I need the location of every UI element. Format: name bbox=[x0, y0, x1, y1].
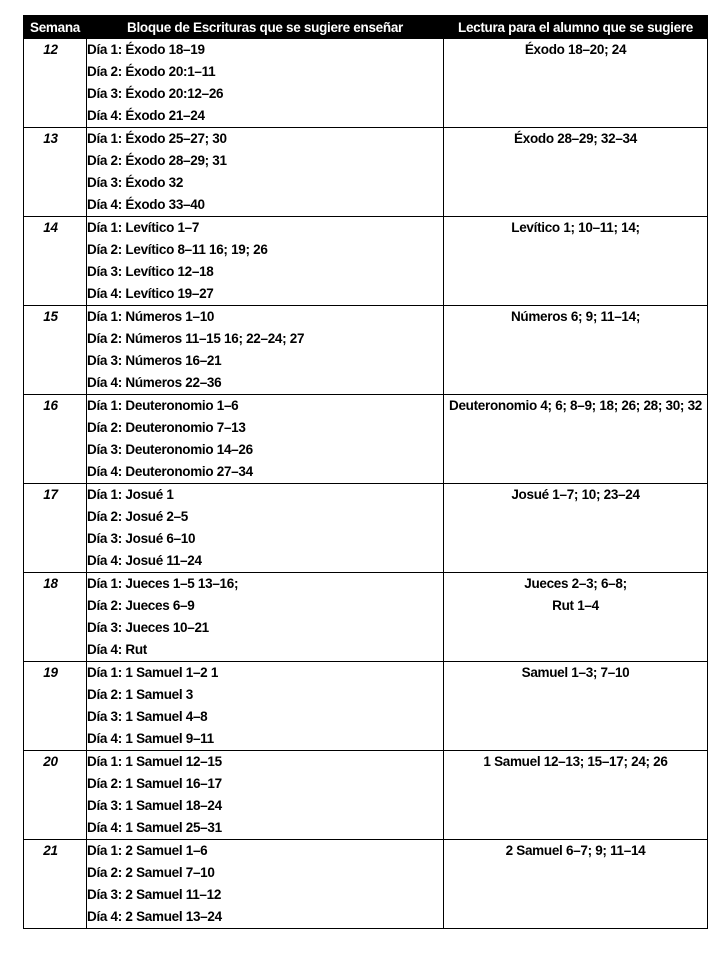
table-row bbox=[24, 128, 708, 217]
student-reading-cell bbox=[444, 573, 708, 662]
week-number: 15 bbox=[24, 306, 87, 395]
day-entry: Día 1: Éxodo 25–27; 30 bbox=[87, 131, 227, 146]
day-entry: Día 3: Josué 6–10 bbox=[87, 531, 196, 546]
day-entry: Día 1: 1 Samuel 1–2 1 bbox=[87, 665, 219, 680]
day-entry: Día 4: 1 Samuel 9–11 bbox=[87, 731, 214, 746]
day-entry: Día 3: 1 Samuel 18–24 bbox=[87, 798, 222, 813]
table-row bbox=[24, 662, 708, 751]
day-entry: Día 4: Josué 11–24 bbox=[87, 553, 202, 568]
week-number: 17 bbox=[24, 484, 87, 573]
day-entry: Día 1: Números 1–10 bbox=[87, 309, 215, 324]
day-entry: Día 1: Deuteronomio 1–6 bbox=[87, 398, 239, 413]
reading-entry: Éxodo 18–20; 24 bbox=[524, 42, 627, 57]
student-reading-cell bbox=[444, 306, 708, 395]
reading-entry: Levítico 1; 10–11; 14; bbox=[511, 220, 640, 235]
scripture-block-cell bbox=[87, 573, 444, 662]
day-entry: Día 4: Levítico 19–27 bbox=[87, 286, 214, 301]
day-entry: Día 2: Números 11–15 16; 22–24; 27 bbox=[87, 331, 305, 346]
day-entry: Día 4: 1 Samuel 25–31 bbox=[87, 820, 222, 835]
day-entry: Día 4: Rut bbox=[87, 642, 148, 657]
week-number: 16 bbox=[24, 395, 87, 484]
week-number: 20 bbox=[24, 751, 87, 840]
day-entry: Día 1: Josué 1 bbox=[87, 487, 174, 502]
reading-entry: 1 Samuel 12–13; 15–17; 24; 26 bbox=[483, 754, 668, 769]
student-reading-cell bbox=[444, 751, 708, 840]
table-row bbox=[24, 217, 708, 306]
reading-entry: Éxodo 28–29; 32–34 bbox=[514, 131, 637, 146]
table-row bbox=[24, 573, 708, 662]
table-body bbox=[24, 39, 708, 929]
day-entry: Día 3: Deuteronomio 14–26 bbox=[87, 442, 253, 457]
student-reading-cell bbox=[444, 217, 708, 306]
student-reading-cell bbox=[444, 484, 708, 573]
day-entry: Día 3: Levítico 12–18 bbox=[87, 264, 214, 279]
day-entry: Día 1: 1 Samuel 12–15 bbox=[87, 754, 222, 769]
day-entry: Día 3: 2 Samuel 11–12 bbox=[87, 887, 222, 902]
scripture-block-cell bbox=[87, 484, 444, 573]
student-reading-cell bbox=[444, 128, 708, 217]
header-student-reading: Lectura para el alumno que se sugiere bbox=[444, 16, 708, 39]
day-entry: Día 3: Éxodo 32 bbox=[87, 175, 184, 190]
day-entry: Día 2: 1 Samuel 3 bbox=[87, 687, 193, 702]
reading-entry: Samuel 1–3; 7–10 bbox=[521, 665, 630, 680]
day-entry: Día 4: Deuteronomio 27–34 bbox=[87, 464, 253, 479]
day-entry: Día 1: Éxodo 18–19 bbox=[87, 42, 205, 57]
scripture-block-cell bbox=[87, 662, 444, 751]
reading-entry: Números 6; 9; 11–14; bbox=[510, 309, 641, 324]
schedule-document bbox=[23, 15, 707, 929]
day-entry: Día 2: 1 Samuel 16–17 bbox=[87, 776, 222, 791]
week-number: 12 bbox=[24, 39, 87, 128]
day-entry: Día 2: Jueces 6–9 bbox=[87, 598, 195, 613]
week-number: 21 bbox=[24, 840, 87, 929]
day-entry: Día 2: Deuteronomio 7–13 bbox=[87, 420, 246, 435]
table-header-row bbox=[24, 16, 708, 39]
day-entry: Día 2: Éxodo 20:1–11 bbox=[87, 64, 216, 79]
day-entry: Día 4: 2 Samuel 13–24 bbox=[87, 909, 222, 924]
schedule-table bbox=[23, 15, 708, 929]
table-row bbox=[24, 751, 708, 840]
week-number: 19 bbox=[24, 662, 87, 751]
header-scripture-block: Bloque de Escrituras que se sugiere enseñar bbox=[87, 16, 444, 39]
scripture-block-cell bbox=[87, 128, 444, 217]
reading-entry: Jueces 2–3; 6–8; bbox=[524, 576, 627, 591]
day-entry: Día 3: Números 16–21 bbox=[87, 353, 222, 368]
reading-entry: Deuteronomio 4; 6; 8–9; 18; 26; 28; 30; 32 bbox=[449, 398, 702, 413]
student-reading-cell bbox=[444, 662, 708, 751]
reading-entry: Josué 1–7; 10; 23–24 bbox=[511, 487, 640, 502]
student-reading-cell bbox=[444, 39, 708, 128]
table-row bbox=[24, 484, 708, 573]
day-entry: Día 3: 1 Samuel 4–8 bbox=[87, 709, 208, 724]
day-entry: Día 1: Levítico 1–7 bbox=[87, 220, 200, 235]
day-entry: Día 2: 2 Samuel 7–10 bbox=[87, 865, 215, 880]
day-entry: Día 4: Números 22–36 bbox=[87, 375, 222, 390]
week-number: 13 bbox=[24, 128, 87, 217]
week-number: 18 bbox=[24, 573, 87, 662]
scripture-block-cell bbox=[87, 217, 444, 306]
table-row bbox=[24, 306, 708, 395]
reading-entry: Rut 1–4 bbox=[552, 598, 599, 613]
header-week: Semana bbox=[24, 16, 87, 39]
scripture-block-cell bbox=[87, 306, 444, 395]
scripture-block-cell bbox=[87, 840, 444, 929]
scripture-block-cell bbox=[87, 39, 444, 128]
table-row bbox=[24, 840, 708, 929]
scripture-block-cell bbox=[87, 751, 444, 840]
day-entry: Día 1: Jueces 1–5 13–16; bbox=[87, 576, 239, 591]
table-row bbox=[24, 395, 708, 484]
day-entry: Día 3: Jueces 10–21 bbox=[87, 620, 209, 635]
day-entry: Día 2: Éxodo 28–29; 31 bbox=[87, 153, 227, 168]
day-entry: Día 4: Éxodo 21–24 bbox=[87, 108, 205, 123]
reading-entry: 2 Samuel 6–7; 9; 11–14 bbox=[505, 843, 646, 858]
day-entry: Día 1: 2 Samuel 1–6 bbox=[87, 843, 208, 858]
day-entry: Día 4: Éxodo 33–40 bbox=[87, 197, 205, 212]
student-reading-cell bbox=[444, 840, 708, 929]
student-reading-cell bbox=[444, 395, 708, 484]
scripture-block-cell bbox=[87, 395, 444, 484]
day-entry: Día 2: Levítico 8–11 16; 19; 26 bbox=[87, 242, 268, 257]
day-entry: Día 2: Josué 2–5 bbox=[87, 509, 189, 524]
table-row bbox=[24, 39, 708, 128]
day-entry: Día 3: Éxodo 20:12–26 bbox=[87, 86, 224, 101]
week-number: 14 bbox=[24, 217, 87, 306]
